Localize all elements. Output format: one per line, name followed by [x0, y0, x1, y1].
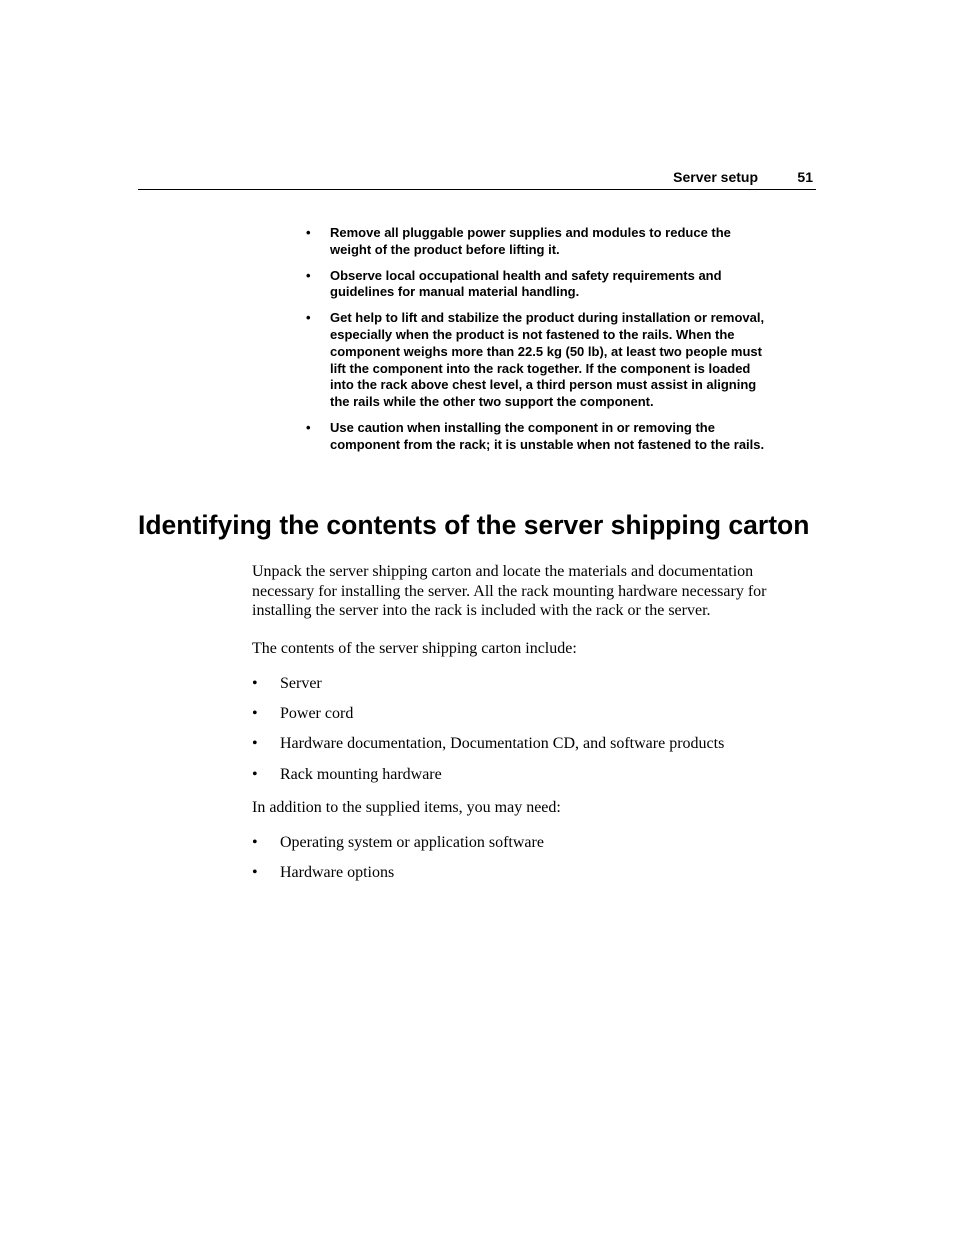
page-number: 51	[797, 169, 813, 185]
warning-list	[306, 225, 766, 463]
additional-list	[252, 833, 812, 883]
additional-lead: In addition to the supplied items, you may need:	[252, 799, 561, 816]
bullet-icon: •	[306, 419, 311, 435]
list-item	[252, 704, 812, 724]
warning-text: Observe local occupational health and safety requirements and guidelines for manual material handling.	[330, 267, 722, 300]
list-item	[252, 734, 812, 754]
list-item	[252, 833, 812, 853]
bullet-icon: •	[252, 705, 258, 722]
bullet-icon: •	[252, 675, 258, 692]
warning-text: Remove all pluggable power supplies and modules to reduce the weight of the product before lifting it.	[330, 225, 731, 257]
list-item-text: Hardware documentation, Documentation CD, and software products	[280, 735, 725, 752]
header-section-title: Server setup	[673, 169, 758, 185]
warning-item	[306, 310, 766, 410]
list-item-text: Rack mounting hardware	[280, 765, 442, 783]
running-header	[138, 168, 816, 190]
list-item	[252, 863, 812, 883]
list-item	[252, 674, 812, 694]
contents-list	[252, 674, 812, 784]
list-item	[252, 765, 812, 785]
bullet-icon: •	[252, 765, 258, 783]
section-heading: Identifying the contents of the server shipping carton	[138, 510, 810, 540]
bullet-icon: •	[252, 735, 258, 752]
warning-text: Get help to lift and stabilize the product during installation or removal, especially when the product is not fastened to the rails. When the component weighs more than 22.5 kg (50 lb), at least two people must lift the component into the rack together. If the component is loaded into the rack above chest level, a third person must assist in aligning the rails while the other two support the component.	[330, 310, 765, 409]
bullet-icon: •	[252, 834, 258, 851]
bullet-icon: •	[306, 310, 311, 326]
intro-paragraph: Unpack the server shipping carton and locate the materials and documentation necessary for installing the server. All the rack mounting hardware necessary for installing the server into the rack is included with the rack or the server.	[252, 563, 767, 619]
bullet-icon: •	[306, 267, 311, 283]
warning-text: Use caution when installing the component in or removing the component from the rack; it is unstable when not fastened to the rails.	[330, 419, 765, 452]
warning-item	[306, 225, 766, 258]
bullet-icon: •	[252, 864, 258, 881]
list-item-text: Hardware options	[280, 864, 395, 881]
list-item-text: Operating system or application software	[280, 834, 544, 851]
warning-item	[306, 420, 766, 453]
list-item-text: Power cord	[280, 705, 354, 722]
bullet-icon: •	[306, 225, 311, 240]
warning-item	[306, 268, 766, 301]
contents-lead: The contents of the server shipping carton include:	[252, 640, 577, 657]
list-item-text: Server	[280, 675, 322, 692]
